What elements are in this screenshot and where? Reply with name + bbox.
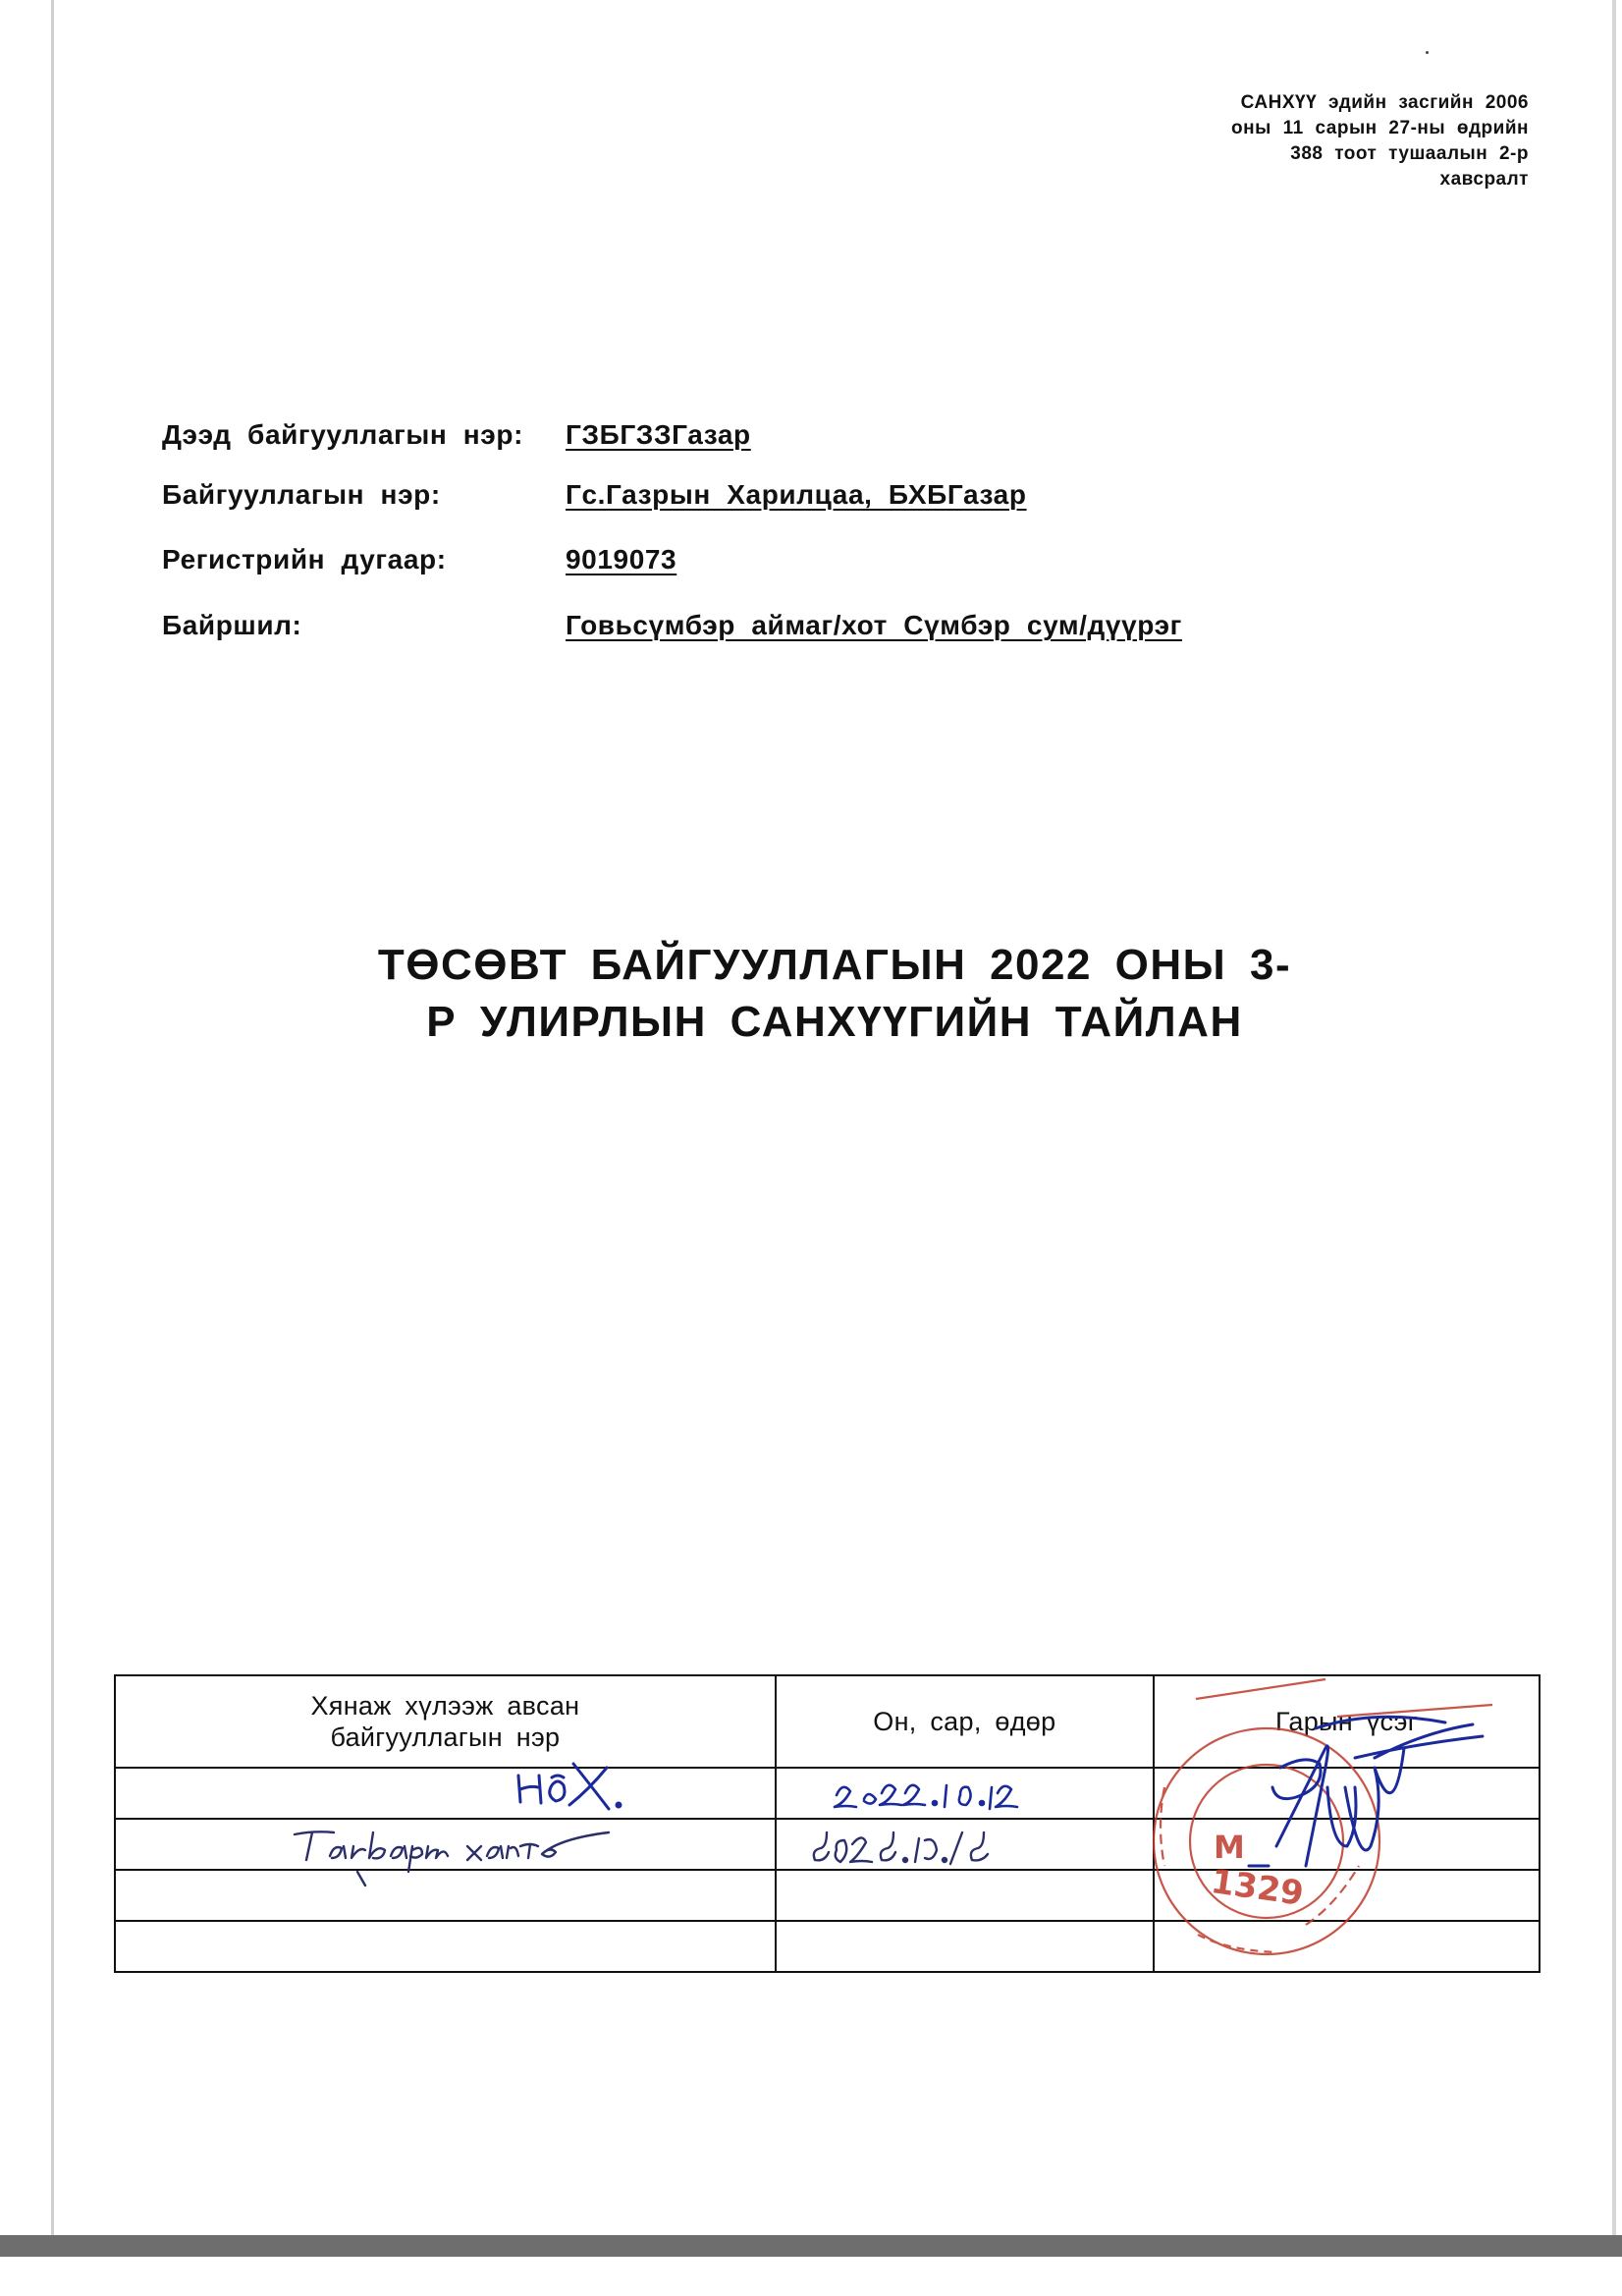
table-row [115, 1870, 1540, 1921]
scan-bottom-margin [0, 2257, 1622, 2296]
table-cell [776, 1870, 1154, 1921]
appendix-line: САНХҮҮ эдийн засгийн 2006 [1240, 92, 1529, 113]
table-cell [776, 1768, 1154, 1819]
table-cell [115, 1768, 776, 1819]
column-header-date [776, 1675, 1154, 1768]
info-value: Гс.Газрын Харилцаа, БХБГазар [566, 479, 1027, 510]
table-cell [115, 1921, 776, 1972]
scan-bottom-band [0, 2235, 1622, 2257]
info-label: Байгууллагын нэр: [162, 479, 441, 510]
appendix-line: хавсралт [1439, 169, 1529, 190]
appendix-line: 388 тоот тушаалын 2-р [1290, 143, 1529, 164]
column-header-label: Гарын үсэг [1274, 1707, 1418, 1736]
info-value: Говьсүмбэр аймаг/хот Сүмбэр сум/дүүрэг [566, 610, 1182, 640]
scan-speck [1426, 51, 1429, 54]
column-header-signature [1154, 1675, 1540, 1768]
table-cell [1154, 1768, 1540, 1819]
appendix-line: оны 11 сарын 27-ны өдрийн [1231, 118, 1529, 138]
table-cell [776, 1819, 1154, 1870]
column-header-label: Хянаж хүлээж авсан байгууллагын нэр [310, 1691, 580, 1752]
info-value: 9019073 [566, 544, 677, 574]
report-title-line: ТӨСӨВТ БАЙГУУЛЛАГЫН 2022 ОНЫ 3- [377, 941, 1292, 989]
table-cell [115, 1870, 776, 1921]
column-header-org [115, 1675, 776, 1768]
table-cell [1154, 1870, 1540, 1921]
report-title [295, 937, 1375, 1051]
scan-edge-left [51, 0, 54, 2245]
scan-edge-right [1612, 0, 1616, 2245]
table-cell [115, 1819, 776, 1870]
info-label: Регистрийн дугаар: [162, 544, 447, 574]
info-label: Дээд байгууллагын нэр: [162, 419, 523, 450]
table-cell [1154, 1921, 1540, 1972]
column-header-label: Он, сар, өдөр [873, 1707, 1056, 1736]
table-cell [1154, 1819, 1540, 1870]
appendix-note [1116, 90, 1529, 192]
review-table [114, 1674, 1541, 1973]
info-label: Байршил: [162, 610, 302, 640]
table-row [115, 1768, 1540, 1819]
table-row [115, 1819, 1540, 1870]
info-value: ГЗБГЗЗГазар [566, 419, 751, 450]
report-title-line: Р УЛИРЛЫН САНХҮҮГИЙН ТАЙЛАН [426, 998, 1243, 1046]
svg-text:М: М [1214, 1829, 1245, 1866]
table-cell [776, 1921, 1154, 1972]
table-header-row [115, 1675, 1540, 1768]
svg-text:1329: 1329 [1208, 1861, 1307, 1914]
table-row [115, 1921, 1540, 1972]
